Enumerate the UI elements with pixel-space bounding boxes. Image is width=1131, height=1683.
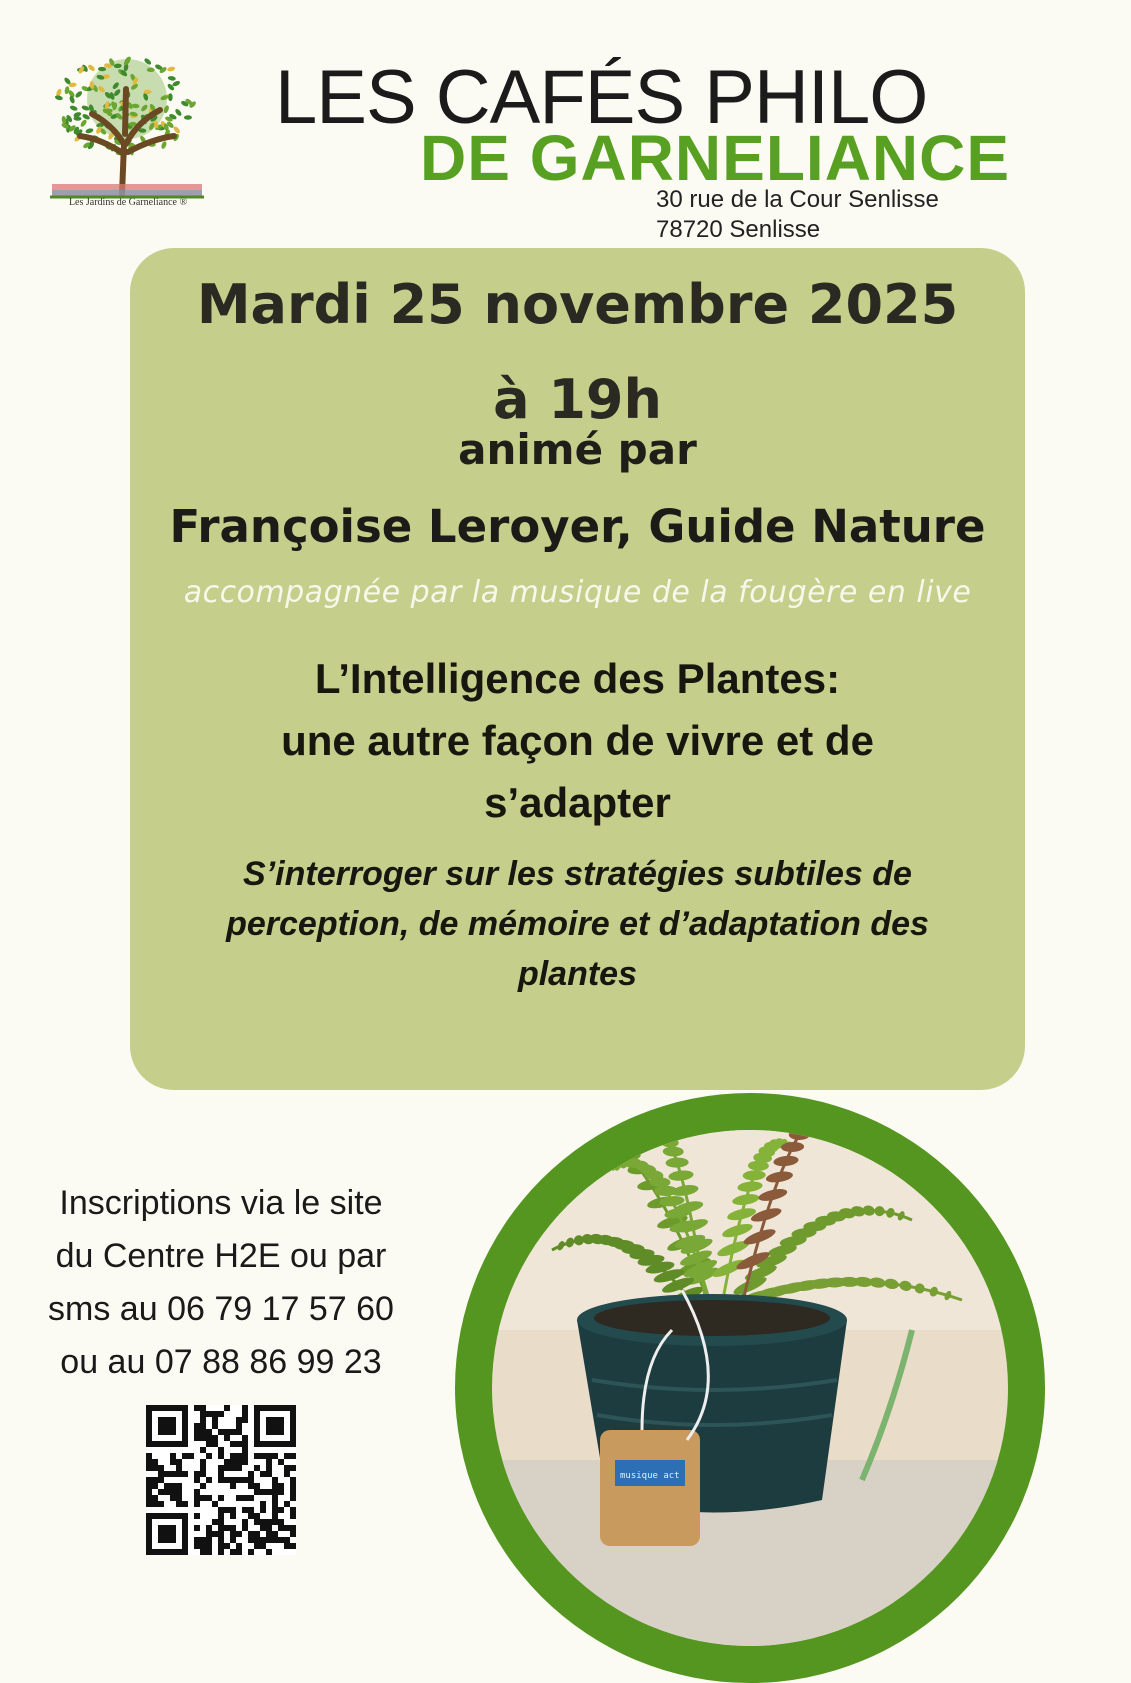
address [656, 185, 939, 245]
description-line: plantes [130, 949, 1025, 999]
qr-code-icon[interactable] [146, 1405, 296, 1555]
topic-line: L’Intelligence des Plantes: [130, 648, 1025, 710]
registration-line: du Centre H2E ou par [16, 1230, 426, 1283]
registration-line: sms au 06 79 17 57 60 [16, 1283, 426, 1336]
topic-line: une autre façon de vivre et de [130, 710, 1025, 772]
music-device [600, 1430, 700, 1546]
device-screen-text: musique act [620, 1471, 680, 1481]
fern-plant-photo-icon [492, 1130, 1008, 1646]
event-date: Mardi 25 novembre 2025 [130, 272, 1025, 338]
topic-title [130, 648, 1025, 834]
tree-logo-icon [42, 44, 212, 214]
address-line-2: 78720 Senlisse [656, 215, 939, 245]
description-line: perception, de mémoire et d’adaptation des [130, 899, 1025, 949]
registration-line: Inscriptions via le site [16, 1177, 426, 1230]
topic-line: s’adapter [130, 772, 1025, 834]
page-title: LES CAFÉS PHILO [275, 58, 995, 138]
event-time: à 19h [130, 367, 1025, 433]
hosted-by-label: animé par [130, 422, 1025, 478]
description-line: S’interroger sur les stratégies subtiles de [130, 849, 1025, 899]
address-line-1: 30 rue de la Cour Senlisse [656, 185, 939, 215]
registration-line: ou au 07 88 86 99 23 [16, 1336, 426, 1389]
registration-info [16, 1177, 426, 1389]
accompaniment-note: accompagnée par la musique de la fougère en live [130, 573, 1025, 613]
speaker-name: Françoise Leroyer, Guide Nature [130, 497, 1025, 557]
topic-description [130, 849, 1025, 999]
logo-caption: Les Jardins de Garneliance ® [38, 197, 218, 208]
page-subtitle: DE GARNELIANCE [420, 125, 1020, 191]
